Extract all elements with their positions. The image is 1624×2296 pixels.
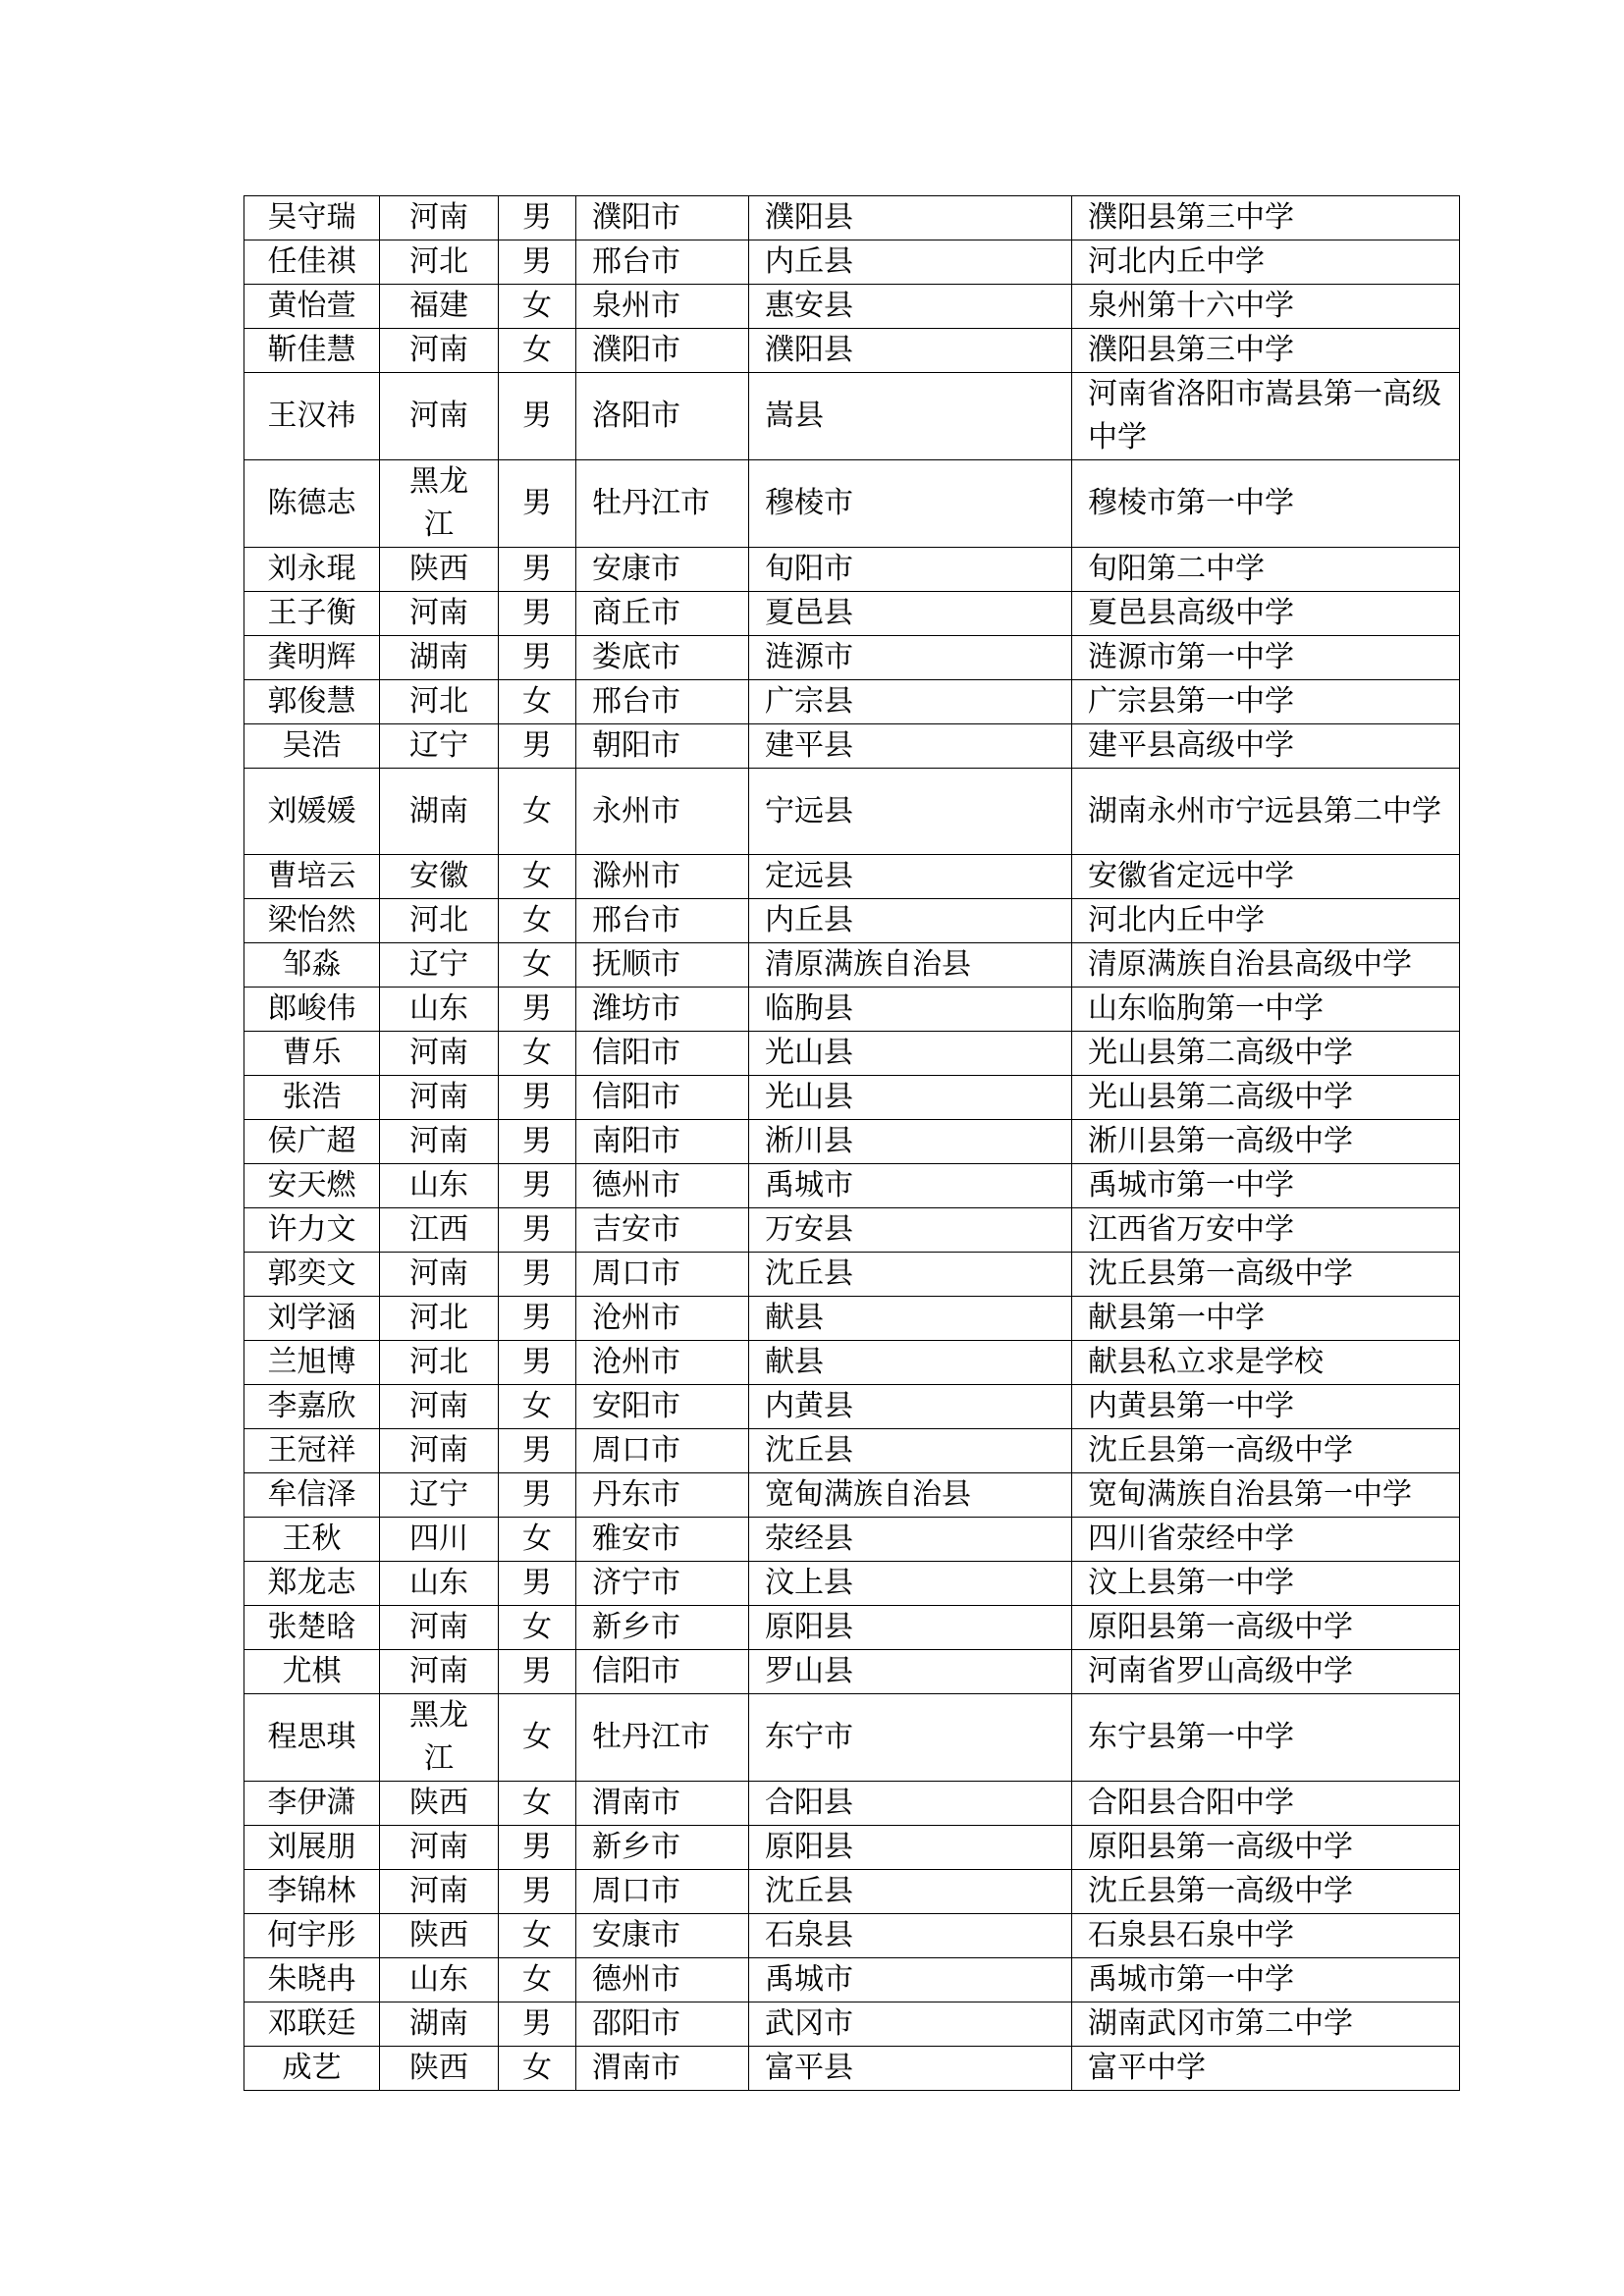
school-cell: 富平中学: [1072, 2047, 1460, 2091]
table-row: [244, 285, 1460, 329]
county-cell: 濮阳县: [749, 196, 1072, 240]
province-cell: 湖南: [380, 769, 499, 855]
school-cell: 泉州第十六中学: [1072, 285, 1460, 329]
city-cell: 周口市: [576, 1429, 749, 1473]
county-cell: 沈丘县: [749, 1253, 1072, 1297]
province-cell: 河北: [380, 899, 499, 943]
table-row: [244, 1253, 1460, 1297]
city-cell: 信阳市: [576, 1032, 749, 1076]
student-name-cell: 郭俊慧: [244, 680, 380, 724]
gender-cell: 男: [499, 724, 576, 769]
county-cell: 宁远县: [749, 769, 1072, 855]
student-name-cell: 梁怡然: [244, 899, 380, 943]
school-cell: 山东临朐第一中学: [1072, 988, 1460, 1032]
school-cell: 淅川县第一高级中学: [1072, 1120, 1460, 1164]
city-cell: 邢台市: [576, 899, 749, 943]
table-row: [244, 460, 1460, 548]
province-cell: 河南: [380, 329, 499, 373]
city-cell: 渭南市: [576, 1782, 749, 1826]
gender-cell: 男: [499, 1341, 576, 1385]
school-cell: 河北内丘中学: [1072, 899, 1460, 943]
gender-cell: 男: [499, 1650, 576, 1694]
province-cell: 河南: [380, 1032, 499, 1076]
gender-cell: 女: [499, 285, 576, 329]
gender-cell: 男: [499, 2002, 576, 2047]
roster-body: [244, 196, 1460, 2091]
table-row: [244, 1076, 1460, 1120]
school-cell: 禹城市第一中学: [1072, 1164, 1460, 1208]
county-cell: 原阳县: [749, 1606, 1072, 1650]
gender-cell: 女: [499, 943, 576, 988]
gender-cell: 女: [499, 1914, 576, 1958]
table-row: [244, 1120, 1460, 1164]
school-cell: 合阳县合阳中学: [1072, 1782, 1460, 1826]
school-cell: 沈丘县第一高级中学: [1072, 1870, 1460, 1914]
gender-cell: 女: [499, 899, 576, 943]
student-name-cell: 安天燃: [244, 1164, 380, 1208]
gender-cell: 男: [499, 1076, 576, 1120]
school-cell: 濮阳县第三中学: [1072, 329, 1460, 373]
student-name-cell: 刘媛媛: [244, 769, 380, 855]
gender-cell: 男: [499, 1208, 576, 1253]
county-cell: 光山县: [749, 1032, 1072, 1076]
county-cell: 内丘县: [749, 899, 1072, 943]
student-name-cell: 许力文: [244, 1208, 380, 1253]
province-cell: 河南: [380, 1076, 499, 1120]
city-cell: 新乡市: [576, 1606, 749, 1650]
county-cell: 定远县: [749, 855, 1072, 899]
province-cell: 辽宁: [380, 724, 499, 769]
table-row: [244, 2047, 1460, 2091]
county-cell: 原阳县: [749, 1826, 1072, 1870]
student-name-cell: 王汉祎: [244, 373, 380, 460]
table-row: [244, 1032, 1460, 1076]
student-name-cell: 刘展朋: [244, 1826, 380, 1870]
city-cell: 泉州市: [576, 285, 749, 329]
gender-cell: 女: [499, 1606, 576, 1650]
province-cell: 辽宁: [380, 943, 499, 988]
county-cell: 濮阳县: [749, 329, 1072, 373]
county-cell: 献县: [749, 1297, 1072, 1341]
city-cell: 滁州市: [576, 855, 749, 899]
student-name-cell: 朱晓冉: [244, 1958, 380, 2002]
county-cell: 武冈市: [749, 2002, 1072, 2047]
county-cell: 惠安县: [749, 285, 1072, 329]
school-cell: 四川省荥经中学: [1072, 1518, 1460, 1562]
student-roster-table: [244, 195, 1460, 2091]
student-name-cell: 郎峻伟: [244, 988, 380, 1032]
gender-cell: 女: [499, 1782, 576, 1826]
county-cell: 荥经县: [749, 1518, 1072, 1562]
county-cell: 石泉县: [749, 1914, 1072, 1958]
city-cell: 牡丹江市: [576, 460, 749, 548]
province-cell: 福建: [380, 285, 499, 329]
table-row: [244, 1562, 1460, 1606]
student-name-cell: 邓联廷: [244, 2002, 380, 2047]
province-cell: 陕西: [380, 548, 499, 592]
county-cell: 涟源市: [749, 636, 1072, 680]
city-cell: 沧州市: [576, 1341, 749, 1385]
province-cell: 河南: [380, 1253, 499, 1297]
county-cell: 淅川县: [749, 1120, 1072, 1164]
table-row: [244, 1473, 1460, 1518]
student-name-cell: 曹培云: [244, 855, 380, 899]
county-cell: 献县: [749, 1341, 1072, 1385]
gender-cell: 女: [499, 1694, 576, 1782]
province-cell: 河南: [380, 1650, 499, 1694]
school-cell: 汶上县第一中学: [1072, 1562, 1460, 1606]
school-cell: 河北内丘中学: [1072, 240, 1460, 285]
student-name-cell: 尤棋: [244, 1650, 380, 1694]
student-name-cell: 吴守瑞: [244, 196, 380, 240]
city-cell: 德州市: [576, 1958, 749, 2002]
province-cell: 安徽: [380, 855, 499, 899]
county-cell: 穆棱市: [749, 460, 1072, 548]
gender-cell: 男: [499, 1120, 576, 1164]
school-cell: 涟源市第一中学: [1072, 636, 1460, 680]
province-cell: 河北: [380, 240, 499, 285]
county-cell: 东宁市: [749, 1694, 1072, 1782]
school-cell: 原阳县第一高级中学: [1072, 1826, 1460, 1870]
county-cell: 内黄县: [749, 1385, 1072, 1429]
city-cell: 潍坊市: [576, 988, 749, 1032]
city-cell: 安阳市: [576, 1385, 749, 1429]
student-name-cell: 郭奕文: [244, 1253, 380, 1297]
table-row: [244, 1385, 1460, 1429]
table-row: [244, 1429, 1460, 1473]
gender-cell: 男: [499, 1429, 576, 1473]
table-row: [244, 2002, 1460, 2047]
school-cell: 广宗县第一中学: [1072, 680, 1460, 724]
table-row: [244, 1518, 1460, 1562]
county-cell: 合阳县: [749, 1782, 1072, 1826]
gender-cell: 男: [499, 1870, 576, 1914]
gender-cell: 女: [499, 2047, 576, 2091]
table-row: [244, 1650, 1460, 1694]
gender-cell: 男: [499, 1164, 576, 1208]
table-row: [244, 988, 1460, 1032]
school-cell: 献县第一中学: [1072, 1297, 1460, 1341]
table-row: [244, 855, 1460, 899]
table-row: [244, 548, 1460, 592]
city-cell: 济宁市: [576, 1562, 749, 1606]
city-cell: 永州市: [576, 769, 749, 855]
gender-cell: 男: [499, 592, 576, 636]
city-cell: 周口市: [576, 1870, 749, 1914]
school-cell: 河南省罗山高级中学: [1072, 1650, 1460, 1694]
school-cell: 旬阳第二中学: [1072, 548, 1460, 592]
student-name-cell: 邹淼: [244, 943, 380, 988]
city-cell: 濮阳市: [576, 329, 749, 373]
county-cell: 富平县: [749, 2047, 1072, 2091]
table-row: [244, 1297, 1460, 1341]
gender-cell: 男: [499, 988, 576, 1032]
city-cell: 信阳市: [576, 1076, 749, 1120]
school-cell: 宽甸满族自治县第一中学: [1072, 1473, 1460, 1518]
city-cell: 抚顺市: [576, 943, 749, 988]
city-cell: 渭南市: [576, 2047, 749, 2091]
student-name-cell: 张楚晗: [244, 1606, 380, 1650]
school-cell: 禹城市第一中学: [1072, 1958, 1460, 2002]
province-cell: 河南: [380, 1606, 499, 1650]
gender-cell: 男: [499, 548, 576, 592]
county-cell: 清原满族自治县: [749, 943, 1072, 988]
province-cell: 陕西: [380, 2047, 499, 2091]
table-row: [244, 1606, 1460, 1650]
table-row: [244, 373, 1460, 460]
province-cell: 河北: [380, 1341, 499, 1385]
student-name-cell: 李伊潇: [244, 1782, 380, 1826]
province-cell: 河南: [380, 1870, 499, 1914]
table-row: [244, 240, 1460, 285]
school-cell: 清原满族自治县高级中学: [1072, 943, 1460, 988]
gender-cell: 男: [499, 373, 576, 460]
province-cell: 江西: [380, 1208, 499, 1253]
gender-cell: 男: [499, 1253, 576, 1297]
province-cell: 湖南: [380, 2002, 499, 2047]
student-name-cell: 张浩: [244, 1076, 380, 1120]
province-cell: 陕西: [380, 1914, 499, 1958]
province-cell: 河北: [380, 680, 499, 724]
county-cell: 万安县: [749, 1208, 1072, 1253]
school-cell: 江西省万安中学: [1072, 1208, 1460, 1253]
county-cell: 禹城市: [749, 1958, 1072, 2002]
county-cell: 禹城市: [749, 1164, 1072, 1208]
county-cell: 旬阳市: [749, 548, 1072, 592]
province-cell: 河南: [380, 592, 499, 636]
table-row: [244, 680, 1460, 724]
province-cell: 河南: [380, 1429, 499, 1473]
school-cell: 内黄县第一中学: [1072, 1385, 1460, 1429]
table-row: [244, 1870, 1460, 1914]
province-cell: 河南: [380, 1826, 499, 1870]
city-cell: 邢台市: [576, 240, 749, 285]
province-cell: 辽宁: [380, 1473, 499, 1518]
table-row: [244, 592, 1460, 636]
student-name-cell: 刘学涵: [244, 1297, 380, 1341]
student-name-cell: 郑龙志: [244, 1562, 380, 1606]
student-name-cell: 牟信泽: [244, 1473, 380, 1518]
school-cell: 光山县第二高级中学: [1072, 1032, 1460, 1076]
province-cell: 湖南: [380, 636, 499, 680]
table-row: [244, 329, 1460, 373]
table-row: [244, 196, 1460, 240]
county-cell: 光山县: [749, 1076, 1072, 1120]
school-cell: 东宁县第一中学: [1072, 1694, 1460, 1782]
table-row: [244, 1341, 1460, 1385]
school-cell: 沈丘县第一高级中学: [1072, 1253, 1460, 1297]
student-name-cell: 王冠祥: [244, 1429, 380, 1473]
city-cell: 洛阳市: [576, 373, 749, 460]
province-cell: 陕西: [380, 1782, 499, 1826]
city-cell: 朝阳市: [576, 724, 749, 769]
school-cell: 夏邑县高级中学: [1072, 592, 1460, 636]
student-name-cell: 兰旭博: [244, 1341, 380, 1385]
county-cell: 沈丘县: [749, 1870, 1072, 1914]
gender-cell: 女: [499, 855, 576, 899]
gender-cell: 女: [499, 1518, 576, 1562]
gender-cell: 女: [499, 1958, 576, 2002]
gender-cell: 男: [499, 1562, 576, 1606]
gender-cell: 女: [499, 1385, 576, 1429]
province-cell: 河北: [380, 1297, 499, 1341]
province-cell: 河南: [380, 196, 499, 240]
table-row: [244, 1914, 1460, 1958]
student-name-cell: 吴浩: [244, 724, 380, 769]
school-cell: 湖南永州市宁远县第二中学: [1072, 769, 1460, 855]
province-cell: 黑龙 江: [380, 1694, 499, 1782]
table-row: [244, 1958, 1460, 2002]
student-name-cell: 刘永琨: [244, 548, 380, 592]
student-name-cell: 任佳祺: [244, 240, 380, 285]
gender-cell: 男: [499, 196, 576, 240]
province-cell: 河南: [380, 373, 499, 460]
table-row: [244, 1694, 1460, 1782]
table-row: [244, 769, 1460, 855]
table-row: [244, 724, 1460, 769]
school-cell: 建平县高级中学: [1072, 724, 1460, 769]
student-name-cell: 王子衡: [244, 592, 380, 636]
province-cell: 山东: [380, 1562, 499, 1606]
province-cell: 山东: [380, 1958, 499, 2002]
table-row: [244, 1164, 1460, 1208]
student-name-cell: 靳佳慧: [244, 329, 380, 373]
county-cell: 建平县: [749, 724, 1072, 769]
gender-cell: 男: [499, 460, 576, 548]
school-cell: 沈丘县第一高级中学: [1072, 1429, 1460, 1473]
city-cell: 信阳市: [576, 1650, 749, 1694]
city-cell: 濮阳市: [576, 196, 749, 240]
county-cell: 沈丘县: [749, 1429, 1072, 1473]
school-cell: 石泉县石泉中学: [1072, 1914, 1460, 1958]
gender-cell: 女: [499, 329, 576, 373]
city-cell: 邵阳市: [576, 2002, 749, 2047]
county-cell: 汶上县: [749, 1562, 1072, 1606]
city-cell: 周口市: [576, 1253, 749, 1297]
school-cell: 濮阳县第三中学: [1072, 196, 1460, 240]
student-name-cell: 龚明辉: [244, 636, 380, 680]
student-name-cell: 李锦林: [244, 1870, 380, 1914]
gender-cell: 女: [499, 680, 576, 724]
school-cell: 安徽省定远中学: [1072, 855, 1460, 899]
student-name-cell: 程思琪: [244, 1694, 380, 1782]
gender-cell: 男: [499, 1297, 576, 1341]
gender-cell: 女: [499, 1032, 576, 1076]
city-cell: 娄底市: [576, 636, 749, 680]
city-cell: 德州市: [576, 1164, 749, 1208]
student-name-cell: 成艺: [244, 2047, 380, 2091]
county-cell: 临朐县: [749, 988, 1072, 1032]
county-cell: 罗山县: [749, 1650, 1072, 1694]
city-cell: 牡丹江市: [576, 1694, 749, 1782]
student-name-cell: 李嘉欣: [244, 1385, 380, 1429]
county-cell: 宽甸满族自治县: [749, 1473, 1072, 1518]
city-cell: 邢台市: [576, 680, 749, 724]
county-cell: 广宗县: [749, 680, 1072, 724]
city-cell: 安康市: [576, 548, 749, 592]
city-cell: 安康市: [576, 1914, 749, 1958]
school-cell: 献县私立求是学校: [1072, 1341, 1460, 1385]
province-cell: 黑龙 江: [380, 460, 499, 548]
table-row: [244, 943, 1460, 988]
gender-cell: 女: [499, 769, 576, 855]
table-row: [244, 1782, 1460, 1826]
school-cell: 穆棱市第一中学: [1072, 460, 1460, 548]
city-cell: 雅安市: [576, 1518, 749, 1562]
city-cell: 沧州市: [576, 1297, 749, 1341]
school-cell: 河南省洛阳市嵩县第一高级中学: [1072, 373, 1460, 460]
table-row: [244, 899, 1460, 943]
school-cell: 光山县第二高级中学: [1072, 1076, 1460, 1120]
province-cell: 四川: [380, 1518, 499, 1562]
city-cell: 南阳市: [576, 1120, 749, 1164]
student-name-cell: 何宇彤: [244, 1914, 380, 1958]
county-cell: 内丘县: [749, 240, 1072, 285]
table-row: [244, 636, 1460, 680]
student-name-cell: 王秋: [244, 1518, 380, 1562]
table-row: [244, 1826, 1460, 1870]
student-name-cell: 陈德志: [244, 460, 380, 548]
city-cell: 丹东市: [576, 1473, 749, 1518]
student-name-cell: 黄怡萱: [244, 285, 380, 329]
student-name-cell: 侯广超: [244, 1120, 380, 1164]
county-cell: 夏邑县: [749, 592, 1072, 636]
gender-cell: 男: [499, 636, 576, 680]
city-cell: 吉安市: [576, 1208, 749, 1253]
province-cell: 山东: [380, 988, 499, 1032]
school-cell: 湖南武冈市第二中学: [1072, 2002, 1460, 2047]
table-row: [244, 1208, 1460, 1253]
city-cell: 商丘市: [576, 592, 749, 636]
gender-cell: 男: [499, 1473, 576, 1518]
province-cell: 山东: [380, 1164, 499, 1208]
student-name-cell: 曹乐: [244, 1032, 380, 1076]
county-cell: 嵩县: [749, 373, 1072, 460]
city-cell: 新乡市: [576, 1826, 749, 1870]
school-cell: 原阳县第一高级中学: [1072, 1606, 1460, 1650]
province-cell: 河南: [380, 1385, 499, 1429]
gender-cell: 男: [499, 1826, 576, 1870]
province-cell: 河南: [380, 1120, 499, 1164]
gender-cell: 男: [499, 240, 576, 285]
